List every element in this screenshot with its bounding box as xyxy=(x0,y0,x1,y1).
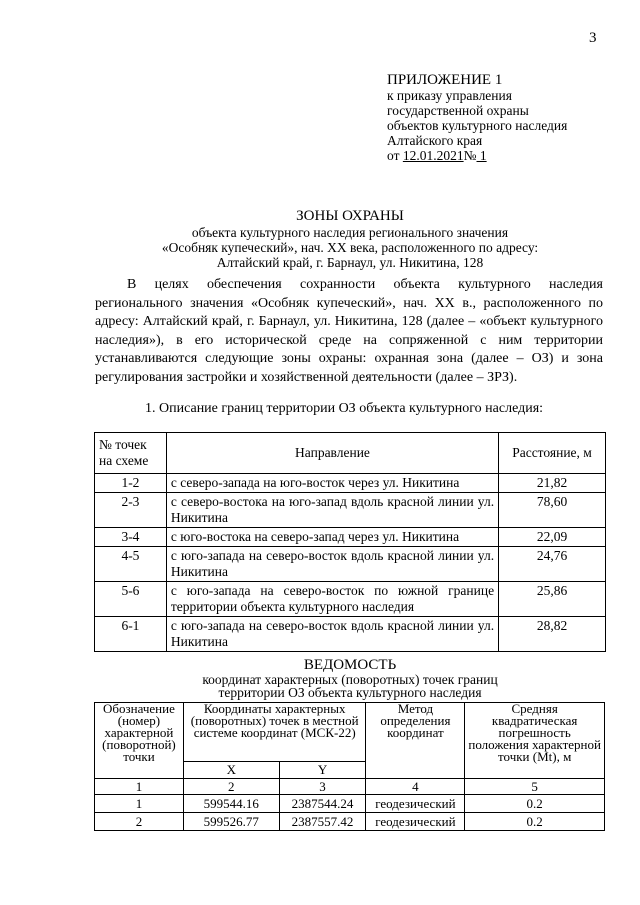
header-distance: Расстояние, м xyxy=(499,433,606,474)
table-row xyxy=(95,795,605,813)
cell-points: 4-5 xyxy=(95,547,167,582)
appendix-line: к приказу управления xyxy=(387,88,512,103)
table-row xyxy=(95,582,606,617)
cell-method: геодезический xyxy=(366,795,465,813)
column-number: 2 xyxy=(183,779,279,795)
column-number: 1 xyxy=(95,779,184,795)
cell-direction: с юго-запада на северо-восток по южной границе территории объекта культурного наследия xyxy=(166,582,498,617)
cell-direction: с северо-востока на юго-запад вдоль красной линии ул. Никитина xyxy=(166,493,498,528)
vedomost-title: ВЕДОМОСТЬ xyxy=(303,657,397,673)
header-point: Обозначение (номер) характерной (поворотной) точки xyxy=(95,703,184,779)
page-number: 3 xyxy=(589,30,597,46)
appendix-line: государственной охраны xyxy=(387,103,529,118)
cell-error: 0.2 xyxy=(465,813,605,831)
vedomost-line: координат характерных (поворотных) точек границ xyxy=(202,672,498,687)
cell-distance: 24,76 xyxy=(499,547,606,582)
cell-y: 2387557.42 xyxy=(279,813,366,831)
cell-direction: с юго-запада на северо-восток вдоль красной линии ул. Никитина xyxy=(166,617,498,652)
vedomost-line: территории ОЗ объекта культурного наследия xyxy=(218,685,482,700)
cell-distance: 25,86 xyxy=(499,582,606,617)
column-number: 4 xyxy=(366,779,465,795)
cell-direction: с юго-запада на северо-восток вдоль красной линии ул. Никитина xyxy=(166,547,498,582)
cell-distance: 22,09 xyxy=(499,528,606,547)
routes-table xyxy=(94,432,606,652)
date-prefix: от xyxy=(387,148,403,163)
table-row xyxy=(95,617,606,652)
table-header-row xyxy=(95,703,605,762)
cell-point: 1 xyxy=(95,795,184,813)
table-row xyxy=(95,474,606,493)
column-number: 5 xyxy=(465,779,605,795)
appendix-date-line xyxy=(387,148,627,163)
document-heading xyxy=(60,208,640,270)
header-points: № точек на схеме xyxy=(95,433,167,474)
table-row xyxy=(95,547,606,582)
appendix-line: Алтайского края xyxy=(387,133,483,148)
heading-line: объекта культурного наследия регионального значения xyxy=(191,225,509,240)
order-number: 1 xyxy=(476,148,487,163)
vedomost-heading xyxy=(60,657,640,699)
intro-paragraph: В целях обеспечения сохранности объекта культурного наследия регионального значения «Особняк купеческий», нач. XX в., расположенного по адресу: Алтайский край, г. Барнаул, ул. Никитина, 128 (далее – «объект культурного наследия»), в его исторической среде на сопряженной с ним территории устанавливаются следующие зоны охраны: охранная зона (далее – ОЗ) и зона регулирования застройки и хозяйственной деятельности (далее – ЗРЗ). xyxy=(95,277,603,385)
cell-points: 5-6 xyxy=(95,582,167,617)
cell-x: 599544.16 xyxy=(183,795,279,813)
number-prefix: № xyxy=(463,148,477,163)
cell-error: 0.2 xyxy=(465,795,605,813)
cell-method: геодезический xyxy=(366,813,465,831)
cell-direction: с северо-запада на юго-восток через ул. Никитина xyxy=(166,474,498,493)
document-title: ЗОНЫ ОХРАНЫ xyxy=(296,208,404,224)
heading-line: «Особняк купеческий», нач. XX века, расположенного по адресу: xyxy=(161,240,539,255)
cell-points: 3-4 xyxy=(95,528,167,547)
appendix-block xyxy=(387,72,627,163)
cell-distance: 78,60 xyxy=(499,493,606,528)
section-title: 1. Описание границ территории ОЗ объекта культурного наследия: xyxy=(145,401,544,416)
appendix-title: ПРИЛОЖЕНИЕ 1 xyxy=(387,72,503,88)
order-date: 12.01.2021 xyxy=(402,148,464,163)
cell-x: 599526.77 xyxy=(183,813,279,831)
cell-points: 6-1 xyxy=(95,617,167,652)
cell-direction: с юго-востока на северо-запад через ул. Никитина xyxy=(166,528,498,547)
cell-distance: 21,82 xyxy=(499,474,606,493)
header-direction: Направление xyxy=(166,433,498,474)
table-row xyxy=(95,528,606,547)
appendix-line: объектов культурного наследия xyxy=(387,118,568,133)
header-coordinates: Координаты характерных (поворотных) точек в местной системе координат (МСК-22) xyxy=(183,703,366,762)
heading-line: Алтайский край, г. Барнаул, ул. Никитина, 128 xyxy=(216,255,484,270)
table-row xyxy=(95,493,606,528)
table-header-row xyxy=(95,433,606,474)
header-x: X xyxy=(183,762,279,779)
table-row xyxy=(95,813,605,831)
header-error: Средняя квадратическая погрешность положения характерной точки (Mt), м xyxy=(465,703,605,779)
column-number-row xyxy=(95,779,605,795)
cell-y: 2387544.24 xyxy=(279,795,366,813)
cell-point: 2 xyxy=(95,813,184,831)
cell-distance: 28,82 xyxy=(499,617,606,652)
column-number: 3 xyxy=(279,779,366,795)
coordinates-table xyxy=(94,702,605,831)
header-y: Y xyxy=(279,762,366,779)
header-method: Метод определения координат xyxy=(366,703,465,779)
cell-points: 1-2 xyxy=(95,474,167,493)
cell-points: 2-3 xyxy=(95,493,167,528)
